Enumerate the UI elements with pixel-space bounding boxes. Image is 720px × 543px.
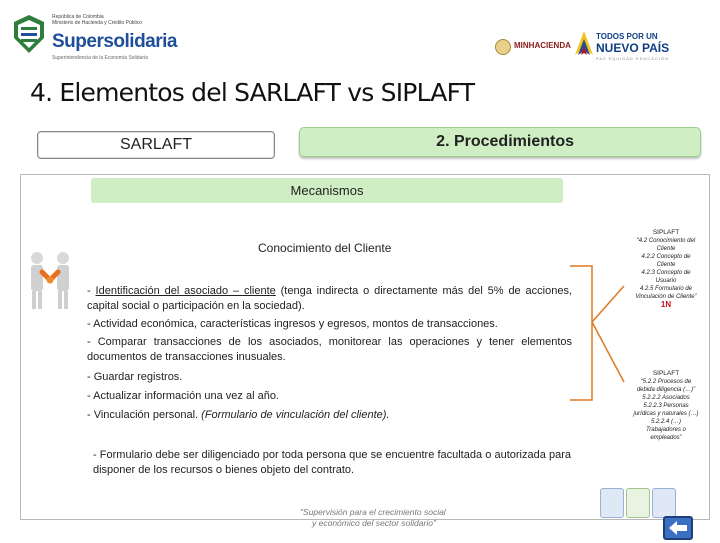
back-nav-button[interactable] xyxy=(663,516,693,540)
bullet-prefix: - xyxy=(87,285,96,297)
siplaft-note-2-line: 5.2.2.3 Personas xyxy=(643,403,689,409)
siplaft-note-1-line: 4.2.3 Concepto de xyxy=(641,270,691,276)
siplaft-note-2-line: debida diligencia (…)” xyxy=(636,387,696,393)
vinculacion-italic: (Formulario de vinculación del cliente). xyxy=(201,409,390,421)
mecanismos-bar: Mecanismos xyxy=(91,178,563,203)
siplaft-note-2-line: Trabajadores o xyxy=(646,427,686,433)
certification-logo-icon xyxy=(626,488,650,518)
brand-tagline: Superintendencia de la Economía Solidaria xyxy=(52,55,148,61)
vinculacion-prefix: - Vinculación personal. xyxy=(87,409,202,421)
siplaft-note-1-heading: SIPLAFT xyxy=(652,229,680,236)
identificacion-underlined: Identificación del asociado – cliente xyxy=(95,285,276,297)
minhacienda-text: MINHACIENDA xyxy=(514,41,571,50)
bullet-comparar: - Comparar transacciones de los asociados, monitorear las operaciones y tener elementos documentos de transacciones inusuales. xyxy=(87,336,572,363)
sarlaft-label-box: SARLAFT xyxy=(37,131,275,159)
siplaft-note-1-line: 4.2.5 Formulario de xyxy=(639,286,693,292)
footer-slogan-line-2: y económico del sector solidario" xyxy=(312,518,436,528)
supersolidaria-shield-icon xyxy=(12,14,46,54)
colombia-seal-icon xyxy=(495,39,511,55)
certification-logo-icon xyxy=(600,488,624,518)
minhacienda-logo xyxy=(495,37,575,55)
siplaft-note-1-line: Usuario xyxy=(655,278,677,284)
org-line-2: Ministerio de Hacienda y Crédito Público xyxy=(52,20,143,26)
slide-title: 4. Elementos del SARLAFT vs SIPLAFT xyxy=(30,78,475,107)
bullet-formulario: - Formulario debe ser diligenciado por toda persona que se encuentre facultada o autorizada para disponer de los recursos o bienes objeto del contrato. xyxy=(93,449,571,476)
siplaft-note-1 xyxy=(620,229,712,309)
bullet-identificacion xyxy=(87,284,572,314)
identificacion-rest: (tenga indirecta o directamente más del 5% de acciones, capital social o participación en la sociedad). xyxy=(87,285,572,312)
siplaft-note-1-ref: 1N xyxy=(660,300,672,309)
siplaft-note-2-line: 5.2.2.2 Asociados xyxy=(642,395,690,401)
footer-slogan-line-1: "Supervisión para el crecimiento social xyxy=(300,507,446,517)
bullet-actividad: - Actividad económica, características ingresos y egresos, montos de transacciones. xyxy=(87,318,498,330)
handshake-people-icon xyxy=(27,250,73,310)
procedimientos-label-box: 2. Procedimientos xyxy=(299,127,701,157)
todos-line-1: TODOS POR UN xyxy=(596,32,658,41)
siplaft-note-1-line: 4.2.2 Concepto de xyxy=(641,254,691,260)
siplaft-note-2-line: 5.2.2.4 (…) xyxy=(650,419,681,425)
flag-icon xyxy=(574,30,594,56)
bullet-actualizar: - Actualizar información una vez al año. xyxy=(87,390,279,402)
siplaft-note-2-heading: SIPLAFT xyxy=(652,370,680,377)
todos-por-un-nuevo-pais-logo xyxy=(574,28,674,64)
org-small-text xyxy=(52,14,172,26)
siplaft-note-2-line: “5.2.2 Procesos de xyxy=(640,379,692,385)
siplaft-note-2 xyxy=(620,370,712,442)
supersolidaria-logo xyxy=(12,12,182,68)
bullet-guardar: - Guardar registros. xyxy=(87,371,183,383)
siplaft-note-1-line: Cliente xyxy=(656,262,676,268)
certification-logo-icon xyxy=(652,488,676,518)
conocimiento-heading: Conocimiento del Cliente xyxy=(258,241,392,255)
bracket-connector xyxy=(568,264,628,404)
siplaft-note-1-line: Cliente xyxy=(656,246,676,252)
siplaft-note-2-line: jurídicas y naturales (…) xyxy=(633,411,699,417)
todos-line-2: NUEVO PAÍS xyxy=(596,41,670,55)
bullet-vinculacion xyxy=(87,408,572,423)
todos-line-3: PAZ EQUIDAD EDUCACIÓN xyxy=(596,56,669,61)
siplaft-note-2-line: empleados” xyxy=(650,435,682,441)
siplaft-note-1-line: Vinculación de Cliente” xyxy=(635,294,697,300)
org-line-1: República de Colombia xyxy=(52,14,104,20)
brand-name: Supersolidaria xyxy=(52,31,177,52)
siplaft-note-1-line: “4.2 Conocimiento del xyxy=(636,238,696,244)
arrow-left-icon xyxy=(665,518,691,538)
